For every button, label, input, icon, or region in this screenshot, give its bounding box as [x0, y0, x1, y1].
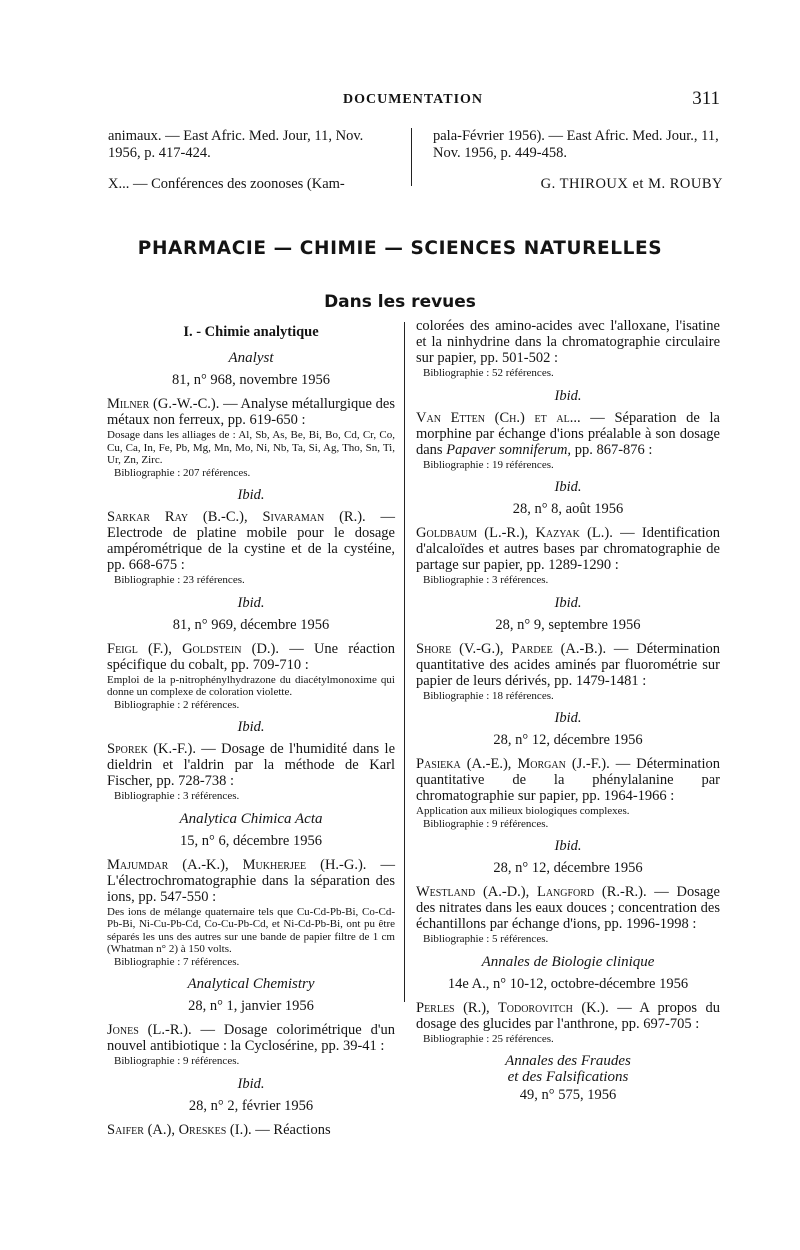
- ibid-marker: Ibid.: [237, 719, 265, 735]
- column-divider: [404, 322, 405, 1002]
- journal-title: Analytical Chemistry: [187, 976, 315, 992]
- entry-bibliography: Bibliographie : 9 références.: [114, 1055, 240, 1067]
- issue-line: 28, n° 8, août 1956: [512, 501, 624, 517]
- reference-entry: [107, 1022, 395, 1054]
- entry-title: — Dosage des nitrates dans les eaux douces ; concentration des échantillons par échange d'ions, pp. 1996-1998 :: [416, 884, 720, 932]
- top-left-text-2: X... — Conférences des zoonoses (Kam-: [108, 176, 345, 192]
- issue-line: 28, n° 9, septembre 1956: [495, 616, 641, 633]
- top-left-text-1: animaux. — East Afric. Med. Jour, 11, Nov. 1956, p. 417-424.: [108, 128, 364, 161]
- reference-entry: [107, 741, 395, 789]
- entry-title: — Une réaction spécifique du cobalt, pp. 709-710 :: [107, 640, 395, 673]
- ibid-marker: Ibid.: [554, 838, 582, 854]
- reference-entry: [107, 857, 395, 905]
- journal-title: Analyst: [228, 350, 274, 366]
- entry-note: Application aux milieux biologiques complexes.: [416, 805, 630, 817]
- top-left-column: [108, 128, 396, 193]
- entry-title: — A propos du dosage des glucides par l'anthrone, pp. 697-705 :: [416, 999, 720, 1032]
- entry-authors: Perles (R.), Todorovitch (K.).: [416, 999, 609, 1016]
- entry-authors: Westland (A.-D.), Langford (R.-R.).: [416, 884, 647, 900]
- issue-line: 81, n° 968, novembre 1956: [171, 372, 331, 388]
- entry-bibliography: Bibliographie : 9 références.: [423, 817, 549, 830]
- rubric-heading: I. - Chimie analytique: [183, 324, 319, 340]
- entry-authors: Milner (G.-W.-C.).: [107, 396, 220, 412]
- entry-bibliography: Bibliographie : 25 références.: [423, 1032, 554, 1045]
- running-head: [108, 88, 720, 112]
- entry-pages: pp. 867-876 :: [571, 441, 653, 458]
- issue-line: 28, n° 12, décembre 1956: [493, 860, 643, 876]
- subsection-title: Dans les revues: [324, 292, 476, 312]
- reference-entry: [416, 884, 720, 932]
- top-right-column: [433, 128, 723, 193]
- entry-bibliography: Bibliographie : 23 références.: [114, 574, 245, 586]
- ibid-marker: Ibid.: [554, 710, 582, 726]
- reference-entry: [416, 641, 720, 689]
- reference-entry: [416, 525, 720, 573]
- entry-title: — Identification d'alcaloïdes et autres bases par chromatographie de partage sur papier, pp. 1289-1290 :: [416, 525, 721, 573]
- ibid-marker: Ibid.: [237, 1075, 265, 1092]
- ibid-marker: Ibid.: [237, 487, 265, 503]
- issue-line: 14e A., n° 10-12, octobre-décembre 1956: [447, 975, 689, 992]
- entry-bibliography: Bibliographie : 18 références.: [423, 689, 554, 702]
- entry-title: — Dosage colorimétrique d'un nouvel antibiotique : la Cyclosérine, pp. 39-41 :: [107, 1022, 395, 1054]
- issue-line: 81, n° 969, décembre 1956: [172, 616, 330, 633]
- entry-bibliography: Bibliographie : 7 références.: [114, 955, 240, 968]
- reference-entry: [107, 641, 395, 673]
- entry-title: — Réactions: [251, 1121, 331, 1138]
- entry-bibliography: Bibliographie : 207 références.: [114, 466, 251, 479]
- top-right-text-1: pala-Février 1956). — East Afric. Med. Jour., 11, Nov. 1956, p. 449-458.: [433, 128, 719, 161]
- entry-title: colorées des amino-acides avec l'alloxane, l'isatine et la ninhydrine dans la chromatographie circulaire sur papier, pp. 501-502 :: [416, 318, 720, 366]
- entry-title: — Analyse métallurgique des métaux non ferreux, pp. 619-650 :: [107, 396, 395, 428]
- entry-authors: Saifer (A.), Oreskes (I.).: [107, 1121, 252, 1138]
- journal-title: Annales des Fraudes: [505, 1053, 631, 1069]
- entry-authors: Feigl (F.), Goldstein (D.).: [107, 640, 280, 657]
- entry-note: Emploi de la p-nitrophénylhydrazone du diacétylmonoxime qui donne un complexe de coloration violette.: [107, 673, 395, 698]
- issue-line: 15, n° 6, décembre 1956: [180, 832, 322, 849]
- journal-title-line2: et des Falsifications: [507, 1069, 629, 1085]
- reference-entry: [107, 1122, 395, 1138]
- reference-entry: [416, 756, 720, 804]
- ibid-marker: Ibid.: [554, 594, 582, 611]
- left-column: [107, 318, 395, 1139]
- reference-entry: [107, 509, 395, 573]
- reference-entry: [107, 396, 395, 428]
- column-divider-top: [411, 128, 412, 186]
- ibid-marker: Ibid.: [237, 594, 265, 611]
- entry-title: — L'électrochromatographie dans la séparation des ions, pp. 547-550 :: [107, 856, 395, 905]
- entry-authors: Sporek (K.-F.).: [107, 741, 196, 757]
- entry-authors: Sarkar Ray (B.-C.), Sivaraman (R.).: [107, 509, 366, 525]
- journal-title: Annales de Biologie clinique: [481, 953, 655, 970]
- top-authors: G. THIROUX et M. ROUBY: [540, 176, 723, 192]
- reference-entry: [416, 318, 720, 366]
- entry-authors: Jones (L.-R.).: [107, 1022, 192, 1038]
- entry-bibliography: Bibliographie : 3 références.: [423, 574, 549, 586]
- issue-line: 28, n° 1, janvier 1956: [188, 998, 314, 1014]
- entry-title: — Détermination quantitative de la phénylalanine par chromatographie sur papier, pp. 1964-1966 :: [416, 756, 720, 804]
- page-number: 311: [692, 88, 720, 109]
- top-continuation: [108, 128, 723, 192]
- entry-title: — Séparation de la morphine par échange d'ions préalable à son dosage dans: [416, 409, 720, 458]
- entry-authors: Pasieka (A.-E.), Morgan (J.-F.).: [416, 756, 610, 772]
- entry-title: — Détermination quantitative des acides aminés par fluorométrie sur papier de leurs dérivés, pp. 1479-1481 :: [416, 640, 720, 689]
- issue-line: 28, n° 12, décembre 1956: [493, 732, 643, 748]
- right-column: [416, 318, 720, 1111]
- entry-title: — Electrode de platine mobile pour le dosage ampérométrique de la cystine et de la cystéine, pp. 668-675 :: [107, 509, 396, 573]
- entry-authors: Goldbaum (L.-R.), Kazyak (L.).: [416, 525, 613, 541]
- entry-note: Dosage dans les alliages de : Al, Sb, As, Be, Bi, Bo, Cd, Cr, Co, Cu, Ca, In, Fe, Pb, Mg, Mn, Mo, Ni, Nb, Ta, Si, Ag, Tho, Sn, Ti, Ur, Zn, Zirc.: [107, 429, 395, 466]
- ibid-marker: Ibid.: [554, 387, 582, 404]
- entry-bibliography: Bibliographie : 5 références.: [423, 933, 549, 945]
- entry-authors: Shore (V.-G.), Pardee (A.-B.).: [416, 640, 607, 657]
- ibid-marker: Ibid.: [554, 479, 582, 495]
- entry-bibliography: Bibliographie : 52 références.: [423, 367, 554, 379]
- entry-bibliography: Bibliographie : 3 références.: [114, 790, 240, 802]
- entry-title-italic: Papaver somniferum,: [446, 441, 572, 458]
- journal-title: Analytica Chimica Acta: [179, 810, 323, 827]
- entry-bibliography: Bibliographie : 19 références.: [423, 458, 554, 471]
- issue-line: 28, n° 2, février 1956: [188, 1097, 314, 1114]
- section-title: PHARMACIE — CHIMIE — SCIENCES NATURELLES: [137, 238, 663, 259]
- running-head-title: DOCUMENTATION: [343, 92, 484, 107]
- reference-entry: [416, 410, 720, 458]
- reference-entry: [416, 1000, 720, 1032]
- entry-note: Des ions de mélange quaternaire tels que Cu-Cd-Pb-Bi, Co-Cd-Pb-Bi, Ni-Cu-Pb-Cd, Co-Cu-Pb-Cd, et Ni-Cd-Pb-Bi, ont pu être séparés les uns des autres sur une bande de papier filtre de 1 cm (Whatman n° 2) à 150 volts.: [107, 905, 395, 955]
- entry-authors: Majumdar (A.-K.), Mukherjee (H.-G.).: [107, 856, 367, 873]
- issue-line: 49, n° 575, 1956: [519, 1087, 617, 1103]
- entry-bibliography: Bibliographie : 2 références.: [114, 698, 240, 711]
- entry-title: — Dosage de l'humidité dans le dieldrin et l'aldrin par la méthode de Karl Fischer, pp. 728-738 :: [107, 741, 396, 789]
- entry-authors: Van Etten (Ch.) et al...: [416, 409, 581, 426]
